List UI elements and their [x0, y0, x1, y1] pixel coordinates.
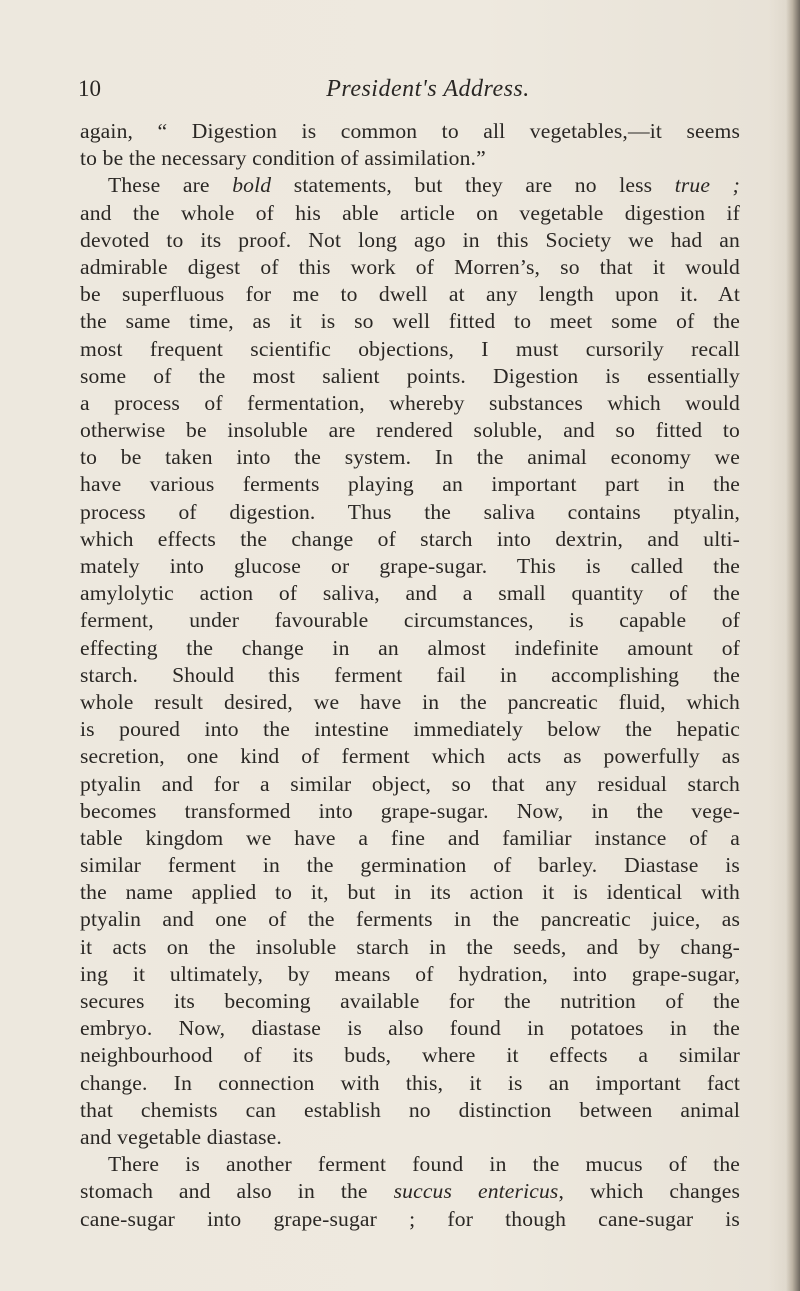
- text-line: [80, 743, 740, 770]
- text-line: [80, 988, 740, 1015]
- text-segment: whole result desired, we have in the pancreatic fluid, which: [80, 689, 740, 714]
- text-line: [80, 825, 740, 852]
- text-line: [80, 281, 740, 308]
- text-segment: most frequent scientific objections, I must cursorily recall: [80, 336, 740, 361]
- text-line: [80, 662, 740, 689]
- text-segment: neighbourhood of its buds, where it effects a similar: [80, 1043, 740, 1068]
- text-line: [80, 118, 740, 145]
- text-line: [80, 145, 740, 172]
- text-line: [80, 390, 740, 417]
- text-segment: admirable digest of this work of Morren’s, so that it would: [80, 254, 740, 279]
- text-line: [80, 499, 740, 526]
- text-line: [80, 934, 740, 961]
- text-line: [80, 1124, 740, 1151]
- text-segment: becomes transformed into grape-sugar. Now, in the vege-: [80, 798, 740, 823]
- text-segment: the same time, as it is so well fitted to meet some of the: [80, 309, 740, 334]
- text-segment: embryo. Now, diastase is also found in potatoes in the: [80, 1016, 740, 1041]
- text-segment: to be the necessary condition of assimilation.”: [80, 146, 486, 171]
- text-segment: is poured into the intestine immediately below the hepatic: [80, 717, 740, 742]
- italic-phrase: succus entericus: [393, 1179, 559, 1204]
- text-line: [80, 471, 740, 498]
- text-segment: amylolytic action of saliva, and a small quantity of the: [80, 581, 740, 606]
- text-line: [80, 771, 740, 798]
- text-line: [80, 308, 740, 335]
- text-segment: be superfluous for me to dwell at any length upon it. At: [80, 282, 740, 307]
- body-text: [80, 118, 740, 1233]
- text-line: [80, 716, 740, 743]
- text-segment: some of the most salient points. Digestion is essentially: [80, 363, 740, 388]
- text-segment: ptyalin and for a similar object, so that any residual starch: [80, 771, 740, 796]
- text-segment: similar ferment in the germination of barley. Diastase is: [80, 853, 740, 878]
- text-line: [80, 200, 740, 227]
- text-segment: devoted to its proof. Not long ago in this Society we had an: [80, 227, 740, 252]
- text-segment: have various ferments playing an important part in the: [80, 472, 740, 497]
- italic-phrase: true ;: [674, 173, 741, 198]
- text-line: [80, 254, 740, 281]
- text-line: [80, 906, 740, 933]
- text-segment: statements, but they are no less: [271, 173, 675, 198]
- text-line: [80, 1042, 740, 1069]
- text-segment: There is another ferment found in the mucus of the: [108, 1152, 740, 1177]
- text-line: [80, 607, 740, 634]
- text-line: [80, 444, 740, 471]
- text-segment: a process of fermentation, whereby substances which would: [80, 390, 740, 415]
- text-segment: secretion, one kind of ferment which acts as powerfully as: [80, 744, 740, 769]
- text-segment: otherwise be insoluble are rendered soluble, and so fitted to: [80, 418, 740, 443]
- running-title: President's Address.: [326, 76, 530, 102]
- text-line: [80, 1097, 740, 1124]
- text-segment: mately into glucose or grape-sugar. This is called the: [80, 554, 740, 578]
- text-segment: again, “ Digestion is common to all vegetables,—it seems: [80, 119, 740, 143]
- text-line: [80, 363, 740, 390]
- text-segment: that chemists can establish no distinction between animal: [80, 1097, 740, 1122]
- text-line: [80, 961, 740, 988]
- text-segment: effecting the change in an almost indefinite amount of: [80, 635, 740, 660]
- text-segment: These are: [108, 173, 233, 198]
- text-line: [80, 526, 740, 553]
- text-segment: ing it ultimately, by means of hydration, into grape-sugar,: [80, 961, 740, 986]
- text-line: [80, 1151, 740, 1178]
- text-line: [80, 852, 740, 879]
- text-segment: table kingdom we have a fine and familiar instance of a: [80, 825, 740, 850]
- text-segment: which effects the change of starch into dextrin, and ulti-: [80, 526, 740, 551]
- text-line: [80, 336, 740, 363]
- text-segment: to be taken into the system. In the animal economy we: [80, 445, 740, 470]
- text-segment: starch. Should this ferment fail in accomplishing the: [80, 662, 740, 687]
- text-line: [80, 1178, 740, 1205]
- text-line: [80, 580, 740, 607]
- text-line: [80, 798, 740, 825]
- text-segment: stomach and also in the: [80, 1179, 394, 1204]
- text-line: [80, 1015, 740, 1042]
- text-line: [80, 417, 740, 444]
- text-line: [80, 635, 740, 662]
- text-line: [80, 172, 740, 199]
- text-segment: ferment, under favourable circumstances, is capable of: [80, 608, 740, 633]
- text-segment: and vegetable diastase.: [80, 1124, 282, 1149]
- italic-phrase: bold: [232, 173, 272, 198]
- running-head: [78, 72, 738, 106]
- text-line: [80, 227, 740, 254]
- text-line: [80, 1206, 740, 1233]
- text-segment: , which changes: [558, 1179, 740, 1204]
- text-segment: cane-sugar into grape-sugar ; for though cane-sugar is: [80, 1206, 740, 1231]
- text-segment: the name applied to it, but in its action it is identical with: [80, 880, 740, 905]
- text-line: [80, 689, 740, 716]
- page-number: 10: [78, 76, 101, 101]
- text-line: [80, 879, 740, 906]
- text-segment: secures its becoming available for the nutrition of the: [80, 989, 740, 1013]
- text-line: [80, 553, 740, 580]
- text-segment: it acts on the insoluble starch in the seeds, and by chang-: [80, 934, 740, 959]
- page-edge-shadow: [786, 0, 800, 1291]
- text-segment: change. In connection with this, it is an important fact: [80, 1070, 740, 1095]
- text-line: [80, 1070, 740, 1097]
- text-segment: and the whole of his able article on vegetable digestion if: [80, 200, 740, 225]
- text-segment: ptyalin and one of the ferments in the pancreatic juice, as: [80, 907, 740, 932]
- text-segment: process of digestion. Thus the saliva contains ptyalin,: [80, 499, 740, 524]
